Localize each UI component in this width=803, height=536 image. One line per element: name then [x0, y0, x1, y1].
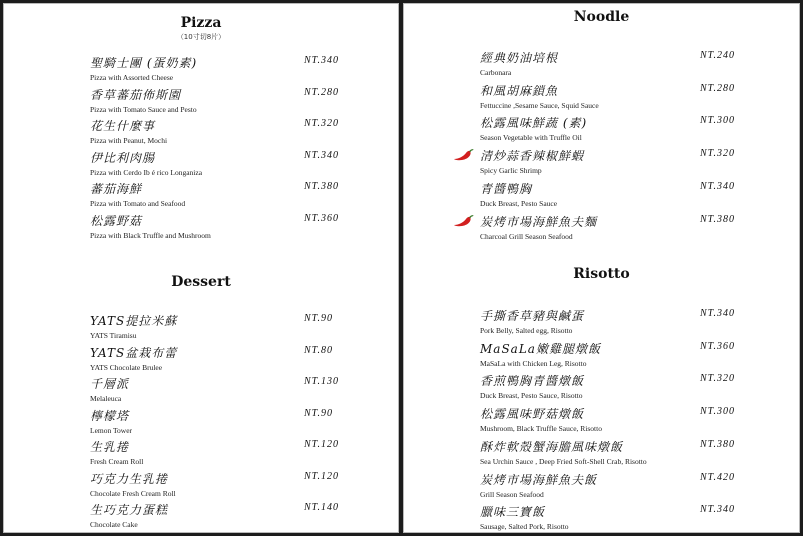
item-price: NT.80: [304, 345, 333, 356]
item-chinese-name: 香煎鴨胸青醬燉飯: [480, 374, 585, 388]
item-price: NT.280: [304, 87, 339, 98]
noodle-menu-item: [480, 114, 760, 144]
item-english-name: Pork Belly, Salted egg, Risotto: [480, 326, 573, 335]
item-english-name: YATS Chocolate Brulee: [90, 363, 163, 372]
item-price: NT.380: [700, 214, 735, 225]
item-english-name: Fettuccine ,Sesame Sauce, Squid Sauce: [480, 101, 599, 110]
item-chinese-name: 巧克力生乳捲: [90, 472, 169, 486]
item-chinese-name: 炭烤市場海鮮魚夫飯: [480, 473, 598, 487]
noodle-menu-item: [480, 180, 760, 210]
item-chinese-name: YATS盆栽布蕾: [90, 346, 178, 360]
risotto-section-title: Risotto: [573, 266, 630, 282]
item-price: NT.320: [700, 148, 735, 159]
item-english-name: YATS Tiramisu: [90, 331, 137, 340]
item-english-name: Grill Season Seafood: [480, 490, 544, 499]
item-chinese-name: 蕃茄海鮮: [90, 182, 143, 196]
pizza-section-title: Pizza: [180, 15, 222, 31]
item-english-name: Spicy Garlic Shrimp: [480, 166, 542, 175]
pizza-menu-item: [90, 86, 364, 116]
risotto-menu-item: [480, 307, 760, 337]
item-chinese-name: 聖騎士團 (蛋奶素): [90, 56, 198, 70]
item-price: NT.140: [304, 502, 339, 513]
item-chinese-name: 伊比利肉腸: [90, 151, 156, 165]
chili-pepper-icon: [453, 147, 475, 161]
item-chinese-name: 松露風味鮮蔬 (素): [480, 116, 588, 130]
item-price: NT.90: [304, 408, 333, 419]
risotto-menu-item: [480, 438, 760, 468]
item-chinese-name: 酥炸軟殼蟹海膽風味燉飯: [480, 440, 624, 454]
pizza-menu-item: [90, 54, 364, 84]
dessert-section-title: Dessert: [171, 274, 231, 290]
item-price: NT.380: [700, 439, 735, 450]
item-english-name: Pizza with Cerdo Ib é rico Longaniza: [90, 168, 203, 177]
item-price: NT.360: [700, 341, 735, 352]
item-price: NT.90: [304, 313, 333, 324]
menu-page-right: [403, 3, 800, 533]
item-price: NT.340: [700, 504, 735, 515]
pizza-menu-item: [90, 212, 364, 242]
item-chinese-name: 臘味三寶飯: [480, 505, 546, 519]
item-english-name: Duck Breast, Pesto Sauce, Risotto: [480, 391, 583, 400]
noodle-menu-item: [480, 213, 760, 243]
pizza-menu-item: [90, 117, 364, 147]
item-chinese-name: 松露野菇: [90, 214, 143, 228]
item-english-name: Pizza with Assorted Cheese: [90, 73, 174, 82]
item-english-name: Fresh Cream Roll: [90, 457, 144, 466]
noodle-menu-item: [480, 82, 760, 112]
risotto-menu-item: [480, 503, 760, 533]
item-english-name: Sea Urchin Sauce , Deep Fried Soft-Shell Crab, Risotto: [480, 457, 647, 466]
item-english-name: Carbonara: [480, 68, 512, 77]
item-price: NT.340: [700, 181, 735, 192]
item-english-name: Chocolate Fresh Cream Roll: [90, 489, 176, 498]
pizza-menu-item: [90, 180, 364, 210]
item-price: NT.240: [700, 50, 735, 61]
item-chinese-name: 手撕香草豬與鹹蛋: [480, 309, 585, 323]
risotto-menu-item: [480, 340, 760, 370]
item-price: NT.130: [304, 376, 339, 387]
item-price: NT.280: [700, 83, 735, 94]
item-chinese-name: 清炒蒜香辣椒鮮蝦: [480, 149, 585, 163]
risotto-menu-item: [480, 372, 760, 402]
dessert-menu-item: [90, 375, 364, 405]
item-chinese-name: 青醬鴨胸: [480, 182, 533, 196]
chili-pepper-icon: [453, 213, 475, 227]
item-english-name: Pizza with Peanut, Mochi: [90, 136, 168, 145]
item-english-name: Lemon Tower: [90, 426, 133, 435]
dessert-menu-item: [90, 438, 364, 468]
item-chinese-name: 炭烤市場海鮮魚夫麵: [480, 215, 598, 229]
item-chinese-name: YATS提拉米蘇: [90, 314, 178, 328]
item-price: NT.320: [700, 373, 735, 384]
item-price: NT.340: [700, 308, 735, 319]
item-chinese-name: 生乳捲: [90, 440, 130, 454]
item-chinese-name: 檸檬塔: [90, 409, 130, 423]
item-english-name: Pizza with Tomato and Seafood: [90, 199, 186, 208]
item-english-name: Mushroom, Black Truffle Sauce, Risotto: [480, 424, 602, 433]
dessert-menu-item: [90, 501, 364, 531]
item-price: NT.340: [304, 150, 339, 161]
item-price: NT.340: [304, 55, 339, 66]
item-chinese-name: 生巧克力蛋糕: [90, 503, 169, 517]
item-chinese-name: 千層派: [90, 377, 130, 391]
pizza-section-subtitle: （10寸切8片）: [176, 33, 226, 41]
item-chinese-name: 松露風味野菇燉飯: [480, 407, 585, 421]
item-english-name: Charcoal Grill Season Seafood: [480, 232, 573, 241]
noodle-section-title: Noodle: [573, 9, 630, 25]
item-price: NT.120: [304, 439, 339, 450]
item-english-name: Pizza with Tomato Sauce and Pesto: [90, 105, 197, 114]
item-price: NT.380: [304, 181, 339, 192]
item-english-name: Sausage, Salted Pork, Risotto: [480, 522, 569, 531]
item-price: NT.320: [304, 118, 339, 129]
noodle-menu-item: [480, 49, 760, 79]
pizza-menu-item: [90, 149, 364, 179]
item-chinese-name: 和風胡麻鎖魚: [480, 84, 559, 98]
menu-page-left: [3, 3, 399, 533]
item-price: NT.120: [304, 471, 339, 482]
item-chinese-name: 花生什麼事: [90, 119, 156, 133]
item-chinese-name: 香草蕃茄佈斯園: [90, 88, 182, 102]
item-price: NT.300: [700, 115, 735, 126]
item-english-name: Pizza with Black Truffle and Mushroom: [90, 231, 211, 240]
item-chinese-name: 經典奶油培根: [480, 51, 559, 65]
item-english-name: Chocolate Cake: [90, 520, 138, 529]
item-price: NT.360: [304, 213, 339, 224]
item-english-name: MaSaLa with Chicken Leg, Risotto: [480, 359, 587, 368]
dessert-menu-item: [90, 407, 364, 437]
item-english-name: Season Vegetable with Truffle Oil: [480, 133, 582, 142]
risotto-menu-item: [480, 405, 760, 435]
item-price: NT.420: [700, 472, 735, 483]
item-price: NT.300: [700, 406, 735, 417]
item-english-name: Duck Breast, Pesto Sauce: [480, 199, 558, 208]
dessert-menu-item: [90, 470, 364, 500]
noodle-menu-item: [480, 147, 760, 177]
dessert-menu-item: [90, 344, 364, 374]
item-english-name: Melaleuca: [90, 394, 122, 403]
dessert-menu-item: [90, 312, 364, 342]
item-chinese-name: MaSaLa嫩雞腿燉飯: [480, 342, 601, 356]
risotto-menu-item: [480, 471, 760, 501]
